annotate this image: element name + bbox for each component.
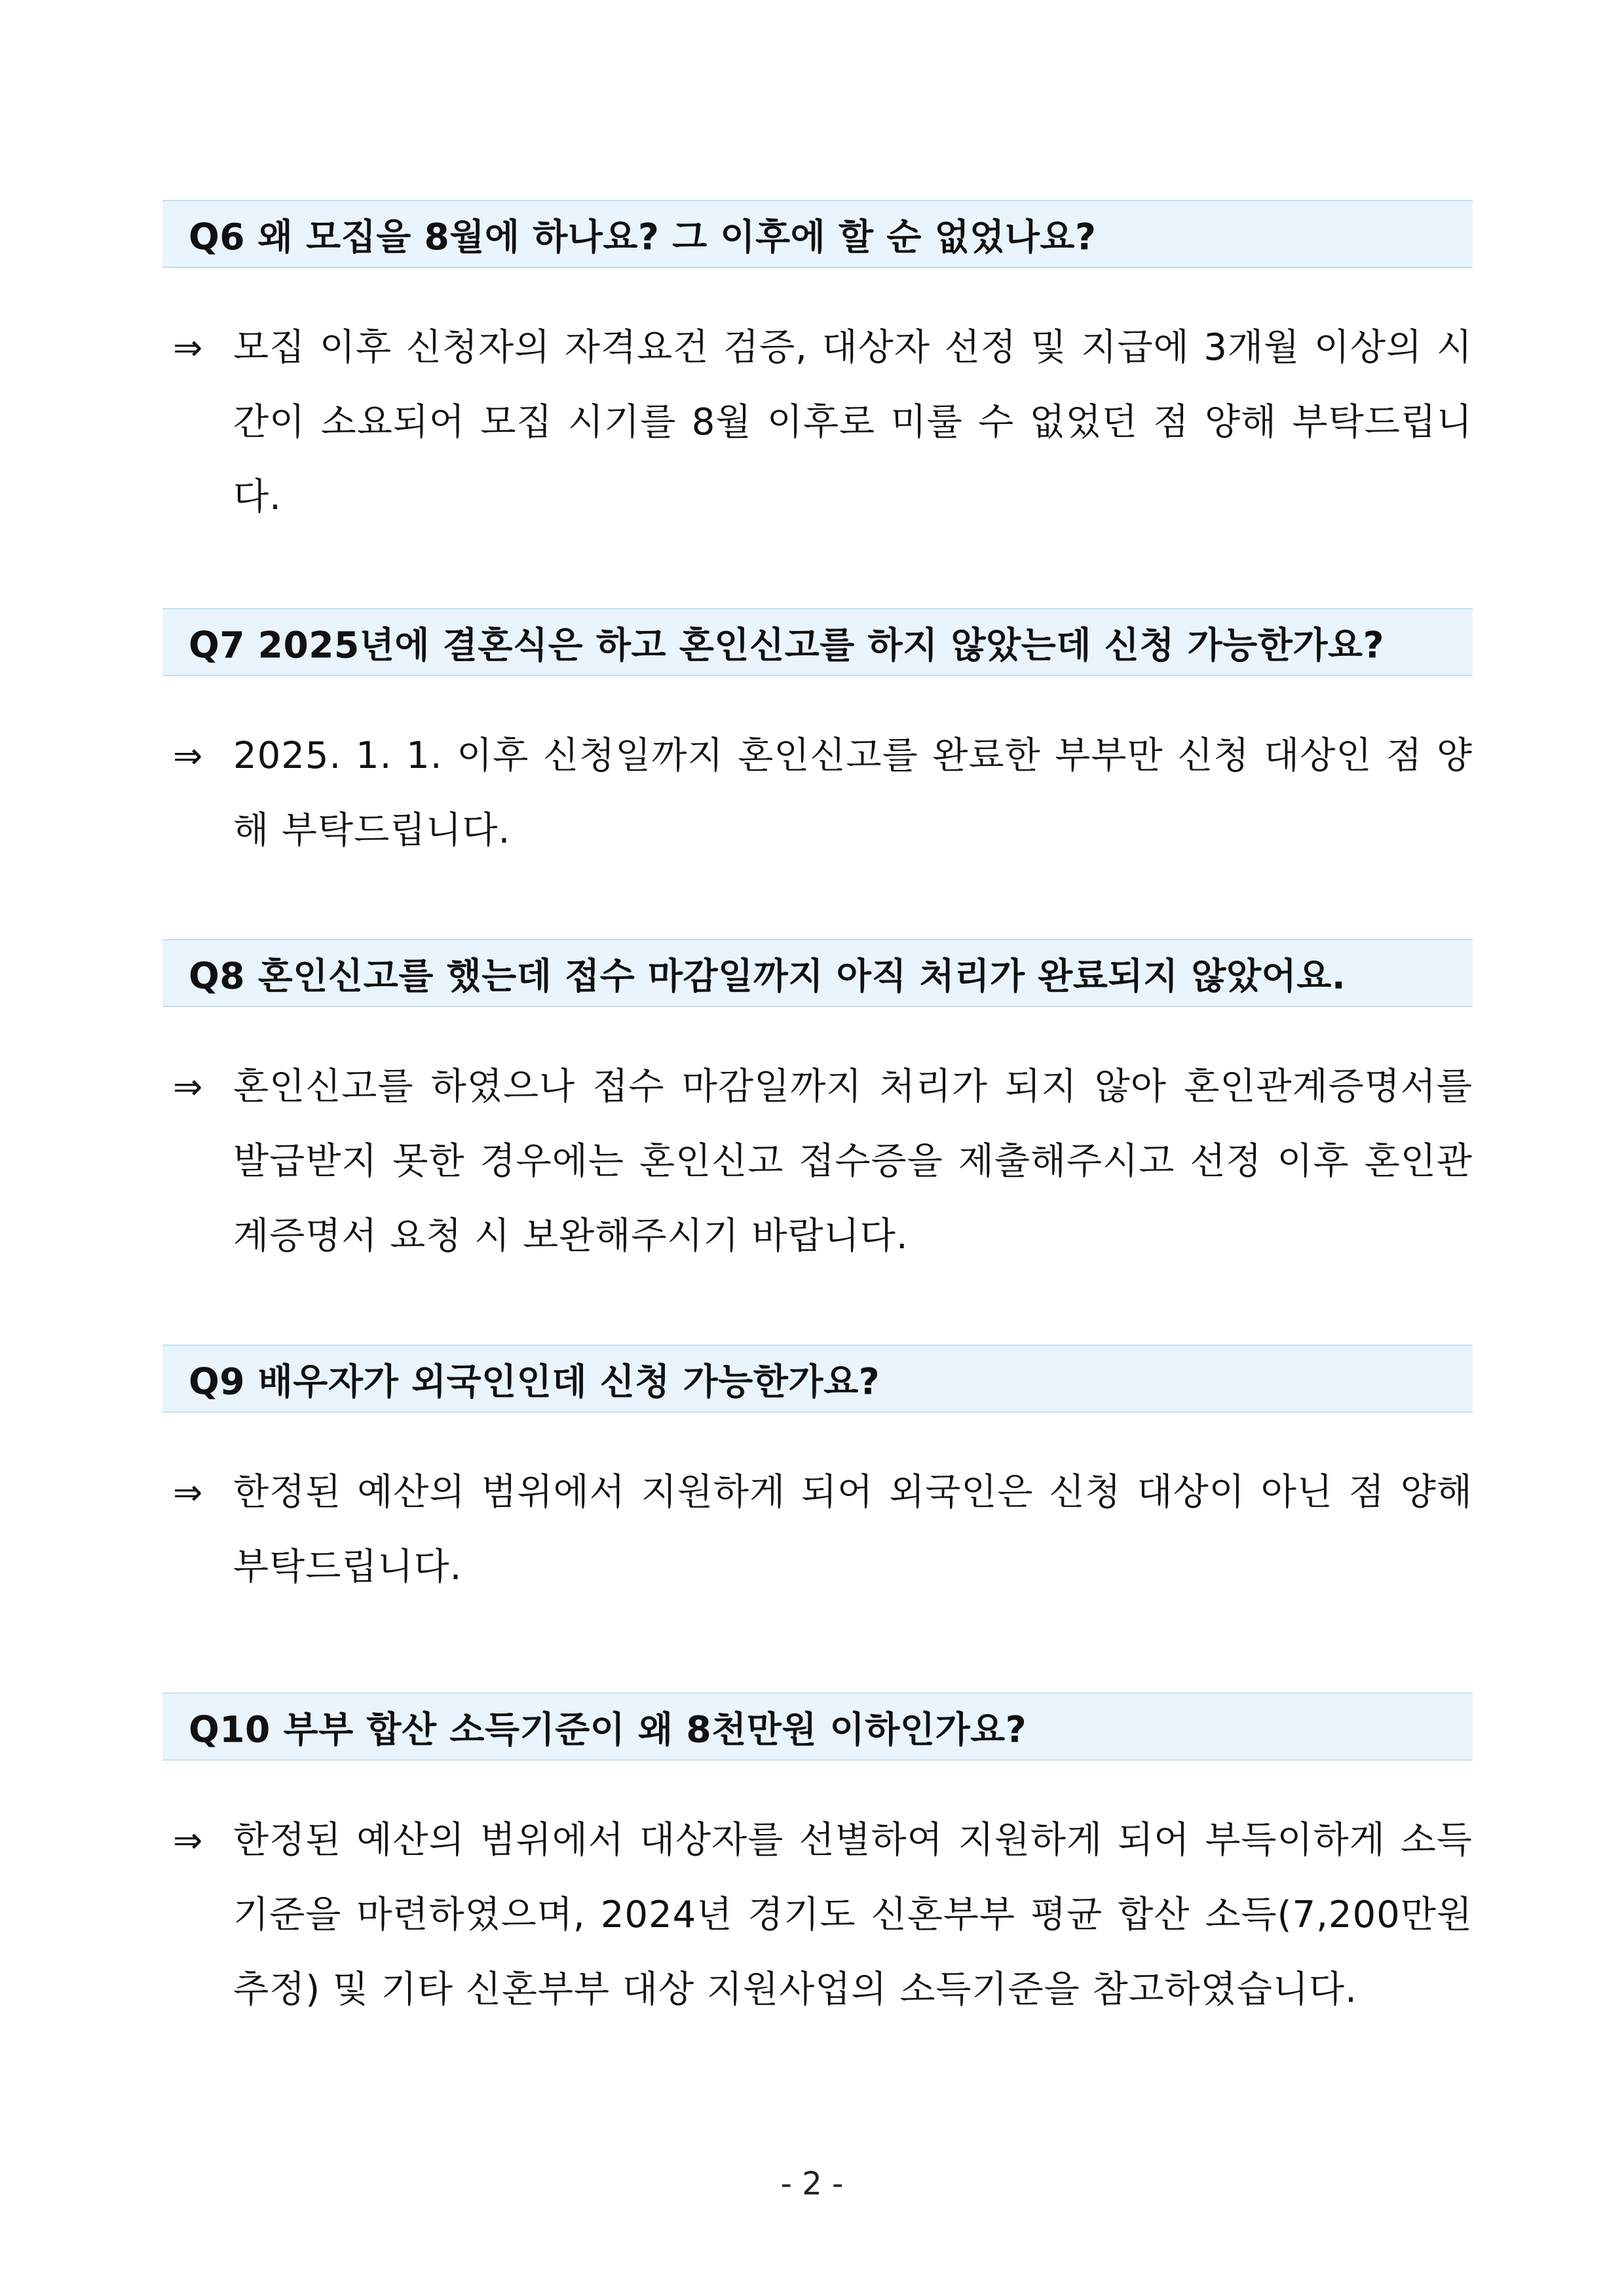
arrow-icon: ⇒ (173, 1820, 203, 1861)
question-q6 (162, 200, 1473, 268)
arrow-icon: ⇒ (173, 1472, 203, 1513)
answer-text: 한정된 예산의 범위에서 지원하게 되어 외국인은 신청 대상이 아닌 점 양해 부탁드립니다. (233, 1471, 1473, 1588)
question-text: Q7 2025년에 결혼식은 하고 혼인신고를 하지 않았는데 신청 가능한가요? (189, 624, 1385, 666)
arrow-icon: ⇒ (173, 327, 203, 368)
question-q10 (162, 1693, 1473, 1761)
answer-q9 (162, 1455, 1473, 1605)
question-text: Q8 혼인신고를 했는데 접수 마감일까지 아직 처리가 완료되지 않았어요. (189, 955, 1346, 997)
answer-q10 (162, 1803, 1473, 2027)
answer-text: 2025. 1. 1. 이후 신청일까지 혼인신고를 완료한 부부만 신청 대상인 점 양해 부탁드립니다. (233, 735, 1473, 852)
answer-q7 (162, 719, 1473, 868)
question-text: Q9 배우자가 외국인인데 신청 가능한가요? (189, 1360, 880, 1403)
answer-text: 한정된 예산의 범위에서 대상자를 선별하여 지원하게 되어 부득이하게 소득기준을 마련하였으며, 2024년 경기도 신혼부부 평균 합산 소득(7,200만원 추정) 및 기타 신혼부부 대상 지원사업의 소득기준을 참고하였습니다. (233, 1819, 1473, 2011)
page-number: - 2 - (780, 2166, 844, 2202)
question-q9 (162, 1345, 1473, 1413)
question-text: Q10 부부 합산 소득기준이 왜 8천만원 이하인가요? (189, 1708, 1027, 1751)
question-q8 (162, 939, 1473, 1007)
arrow-icon: ⇒ (173, 1066, 203, 1107)
arrow-icon: ⇒ (173, 735, 203, 776)
answer-text: 모집 이후 신청자의 자격요건 검증, 대상자 선정 및 지급에 3개월 이상의 시간이 소요되어 모집 시기를 8월 이후로 미룰 수 없었던 점 양해 부탁드립니다. (233, 326, 1473, 518)
answer-q8 (162, 1050, 1473, 1274)
answer-q6 (162, 311, 1473, 535)
question-text: Q6 왜 모집을 8월에 하나요? 그 이후에 할 순 없었나요? (189, 216, 1097, 258)
answer-text: 혼인신고를 하였으나 접수 마감일까지 처리가 되지 않아 혼인관계증명서를 발급받지 못한 경우에는 혼인신고 접수증을 제출해주시고 선정 이후 혼인관계증명서 요청 시 보완해주시기 바랍니다. (233, 1065, 1473, 1257)
question-q7 (162, 608, 1473, 676)
